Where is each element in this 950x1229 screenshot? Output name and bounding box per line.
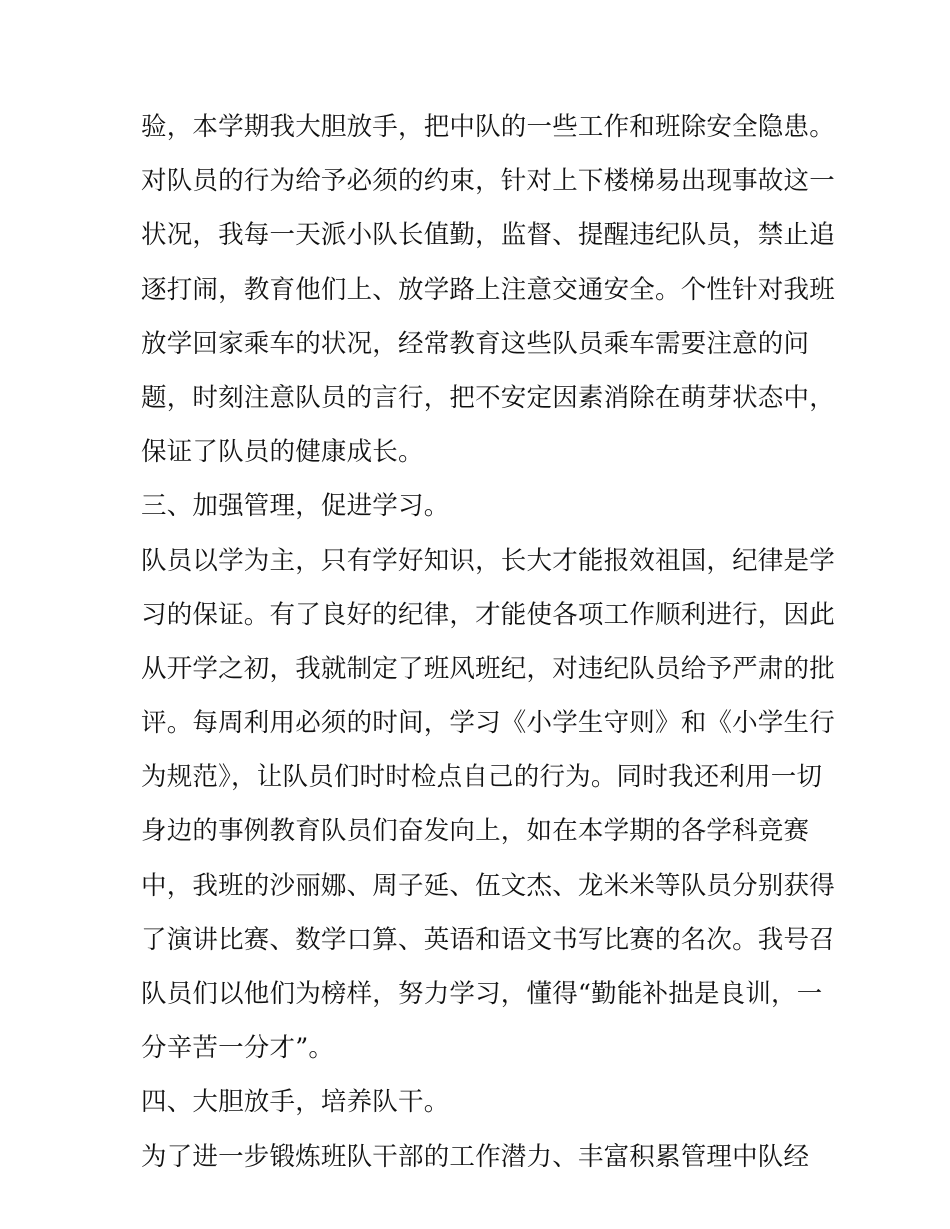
text-line: 分辛苦一分才”。 — [141, 1033, 335, 1064]
text-line: 了演讲比赛、数学口算、英语和语文书写比赛的名次。我号召 — [141, 924, 835, 955]
text-line: 逐打闹，教育他们上、放学路上注意交通安全。个性针对我班 — [141, 274, 835, 305]
text-line: 为规范》，让队员们时时检点自己的行为。同时我还利用一切 — [141, 762, 823, 793]
text-line: 题，时刻注意队员的言行，把不安定因素消除在萌芽状态中， — [141, 382, 835, 413]
section-heading: 四、大胆放手，培养队干。 — [141, 1087, 450, 1118]
document-body — [141, 100, 835, 1184]
text-line: 从开学之初，我就制定了班风班纪，对违纪队员给予严肃的批 — [141, 653, 835, 684]
text-line: 保证了队员的健康成长。 — [141, 437, 424, 468]
text-line: 队员以学为主，只有学好知识，长大才能报效祖国，纪律是学 — [141, 545, 835, 576]
text-line: 状况，我每一天派小队长值勤，监督、提醒违纪队员，禁止追 — [141, 220, 835, 251]
text-line: 放学回家乘车的状况，经常教育这些队员乘车需要注意的问 — [141, 328, 810, 359]
text-line: 评。每周利用必须的时间，学习《小学生守则》和《小学生行 — [141, 708, 835, 739]
text-line: 习的保证。有了良好的纪律，才能使各项工作顺利进行，因此 — [141, 599, 835, 630]
section-heading: 三、加强管理，促进学习。 — [141, 491, 450, 522]
text-line: 身边的事例教育队员们奋发向上，如在本学期的各学科竞赛 — [141, 816, 810, 847]
text-line: 为了进一步锻炼班队干部的工作潜力、丰富积累管理中队经 — [141, 1141, 810, 1172]
text-line: 对队员的行为给予必须的约束，针对上下楼梯易出现事故这一 — [141, 166, 835, 197]
text-line: 中，我班的沙丽娜、周子延、伍文杰、龙米米等队员分别获得 — [141, 870, 835, 901]
text-line: 队员们以他们为榜样，努力学习，懂得“勤能补拙是良训，一 — [141, 979, 823, 1009]
text-line: 验，本学期我大胆放手，把中队的一些工作和班除安全隐患。 — [141, 112, 835, 142]
